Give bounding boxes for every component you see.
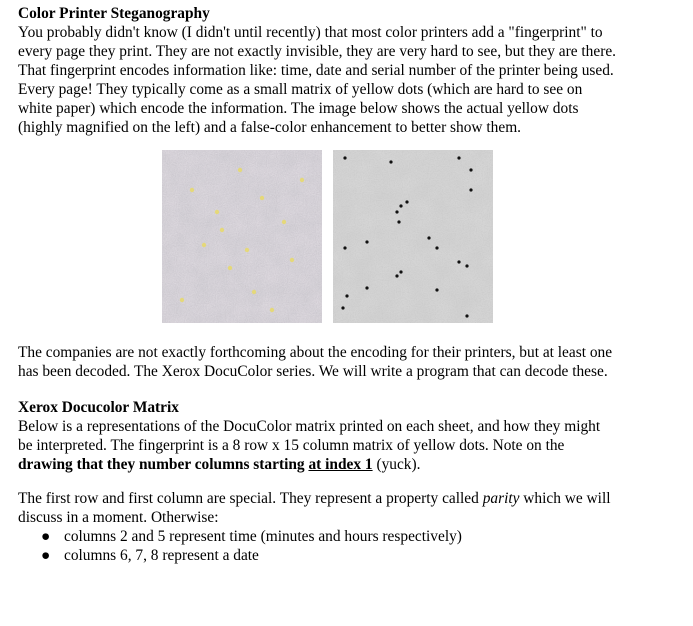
dark-dot: [457, 156, 460, 159]
list-item-text: columns 6, 7, 8 represent a date: [64, 547, 259, 564]
columns-list: [18, 527, 678, 565]
dark-dot: [345, 294, 348, 297]
docucolor-section: [18, 398, 678, 474]
list-item: [18, 546, 678, 565]
dark-dot: [405, 200, 408, 203]
decoded-paragraph: [18, 343, 678, 381]
dark-dot: [435, 288, 438, 291]
bold-note: drawing that they number columns starting: [18, 456, 309, 473]
parity-line-2: discuss in a moment. Otherwise:: [18, 509, 219, 526]
yellow-dot: [282, 220, 286, 224]
section-title-steganography: Color Printer Steganography: [18, 5, 210, 22]
intro-line-1: You probably didn't know (I didn't until recently) that most color printers add a "fingerprint" to: [18, 24, 603, 41]
yellow-dot: [215, 210, 219, 214]
decoded-line-1: The companies are not exactly forthcoming about the encoding for their printers, but at least one: [18, 344, 613, 361]
yellow-dot: [180, 298, 184, 302]
dark-dot: [469, 168, 472, 171]
yellow-dots-figure: [162, 150, 492, 323]
docucolor-line-2: be interpreted. The fingerprint is a 8 row x 15 column matrix of yellow dots. Note on the: [18, 437, 565, 454]
bullet-icon: ●: [41, 528, 51, 545]
parity-paragraph: [18, 489, 678, 565]
intro-line-2: every page they print. They are not exactly invisible, they are very hard to see, but they are there.: [18, 43, 617, 60]
dark-dot: [399, 204, 402, 207]
false-color-dots-image: [333, 150, 493, 323]
parity-pre: The first row and first column are special. They represent a property called: [18, 490, 483, 507]
intro-line-6: (highly magnified on the left) and a false-color enhancement to better show them.: [18, 119, 522, 136]
dark-dot: [341, 306, 344, 309]
dark-dot: [343, 246, 346, 249]
yellow-dot: [220, 228, 224, 232]
yellow-dot: [238, 168, 242, 172]
intro-section: [18, 4, 678, 137]
dark-dot: [435, 246, 438, 249]
dark-dot: [397, 220, 400, 223]
list-item-text: columns 2 and 5 represent time (minutes and hours respectively): [64, 528, 462, 545]
dark-dot: [469, 188, 472, 191]
parity-line-1: [18, 489, 678, 508]
list-item: [18, 527, 678, 546]
yellow-dot: [270, 308, 274, 312]
yellow-dot: [260, 196, 264, 200]
yellow-dot: [252, 290, 256, 294]
yellow-dot: [228, 266, 232, 270]
docucolor-line-1: Below is a representations of the DocuColor matrix printed on each sheet, and how they might: [18, 418, 601, 435]
dark-dot: [365, 240, 368, 243]
yellow-dot: [190, 188, 194, 192]
bold-underline-index: at index 1: [308, 456, 373, 473]
magnified-dots-image: [162, 150, 322, 323]
intro-line-3: That fingerprint encodes information like: time, date and serial number of the printer being used.: [18, 62, 614, 79]
intro-line-4: Every page! They typically come as a small matrix of yellow dots (which are hard to see on: [18, 81, 583, 98]
dark-dot: [465, 264, 468, 267]
magnified-dots-svg: [162, 150, 322, 323]
dark-dot: [395, 274, 398, 277]
dark-dot: [389, 160, 392, 163]
parity-post: which we will: [519, 490, 611, 507]
dark-dot: [365, 286, 368, 289]
false-color-dots-svg: [333, 150, 493, 323]
dark-dot: [343, 156, 346, 159]
section-title-docucolor: Xerox Docucolor Matrix: [18, 399, 179, 416]
parity-term: parity: [482, 490, 520, 507]
yellow-dot: [202, 243, 206, 247]
dark-dot: [465, 314, 468, 317]
dark-dot: [457, 260, 460, 263]
yellow-dot: [290, 258, 294, 262]
yellow-dot: [300, 178, 304, 182]
dark-dot: [427, 236, 430, 239]
intro-line-5: white paper) which encode the information. The image below shows the actual yellow dots: [18, 100, 579, 117]
decoded-line-2: has been decoded. The Xerox DocuColor series. We will write a program that can decode these.: [18, 363, 608, 380]
yellow-dot: [245, 248, 249, 252]
bullet-icon: ●: [41, 547, 51, 564]
dark-dot: [399, 270, 402, 273]
docucolor-line-3: [18, 455, 678, 474]
dark-dot: [395, 210, 398, 213]
note-tail: (yuck).: [372, 456, 421, 473]
